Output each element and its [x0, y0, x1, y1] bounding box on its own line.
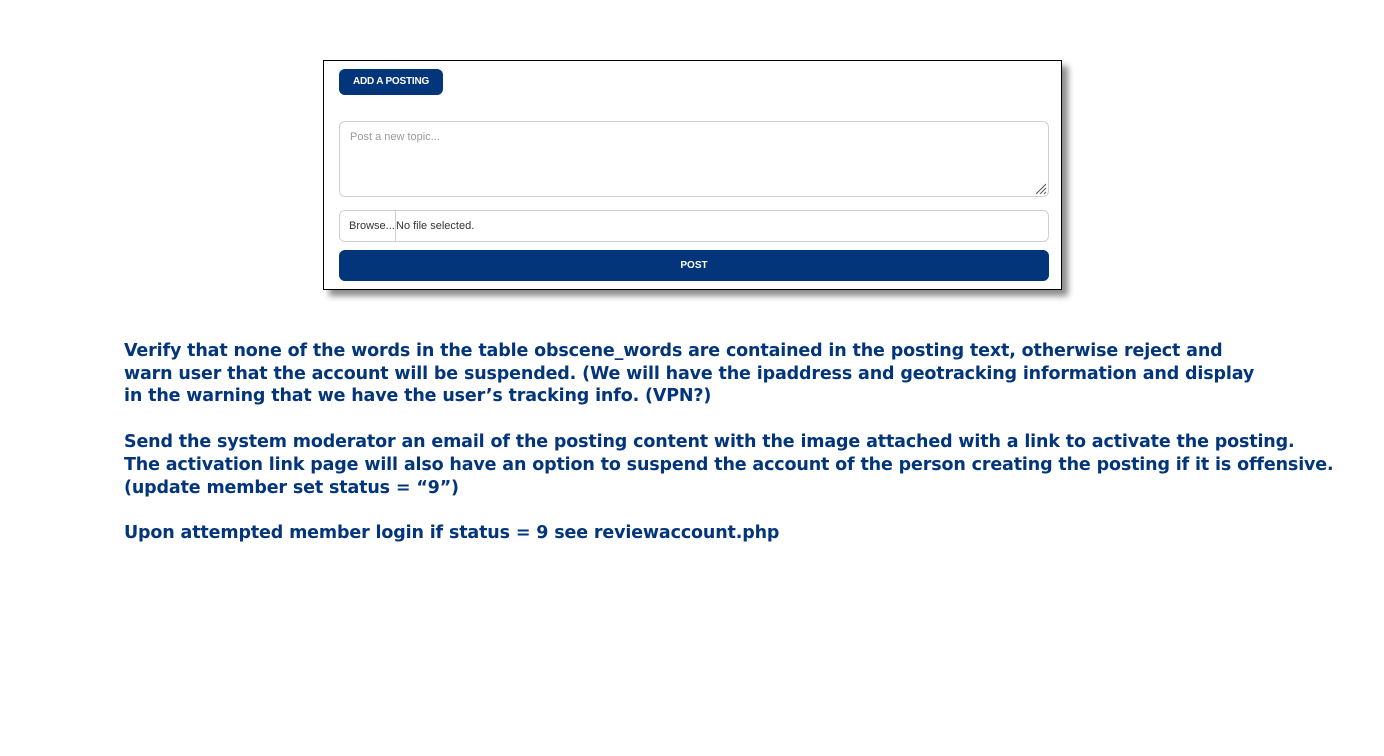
note-line: (update member set status = “9”) [124, 477, 459, 498]
add-posting-panel [323, 60, 1062, 290]
note-line: Upon attempted member login if status = 9 see reviewaccount.php [124, 523, 780, 544]
note-line: Verify that none of the words in the table obscene_words are contained in the posting text, otherwise reject and [124, 341, 1223, 361]
note-line: The activation link page will also have an option to suspend the account of the person creating the posting if it is offensive. [124, 454, 1334, 475]
note-line: warn user that the account will be suspended. (We will have the ipaddress and geotracking information and display [124, 363, 1255, 384]
note-line: Send the system moderator an email of the posting content with the image attached with a link to activate the posting. [124, 432, 1295, 453]
topic-field-wrapper [339, 121, 1049, 197]
requirements-notes [124, 340, 1344, 545]
paragraph-spacer [124, 408, 1344, 431]
add-posting-button[interactable]: ADD A POSTING [339, 69, 443, 95]
post-button[interactable]: POST [339, 250, 1049, 281]
note-line: in the warning that we have the user’s tracking info. (VPN?) [124, 386, 712, 407]
paragraph-spacer [124, 499, 1344, 522]
topic-input[interactable] [339, 121, 1049, 197]
file-input[interactable] [339, 210, 1049, 242]
file-status-text: No file selected. [396, 220, 475, 232]
browse-button[interactable]: Browse... [340, 211, 396, 241]
resize-grip-icon[interactable] [1035, 183, 1047, 195]
